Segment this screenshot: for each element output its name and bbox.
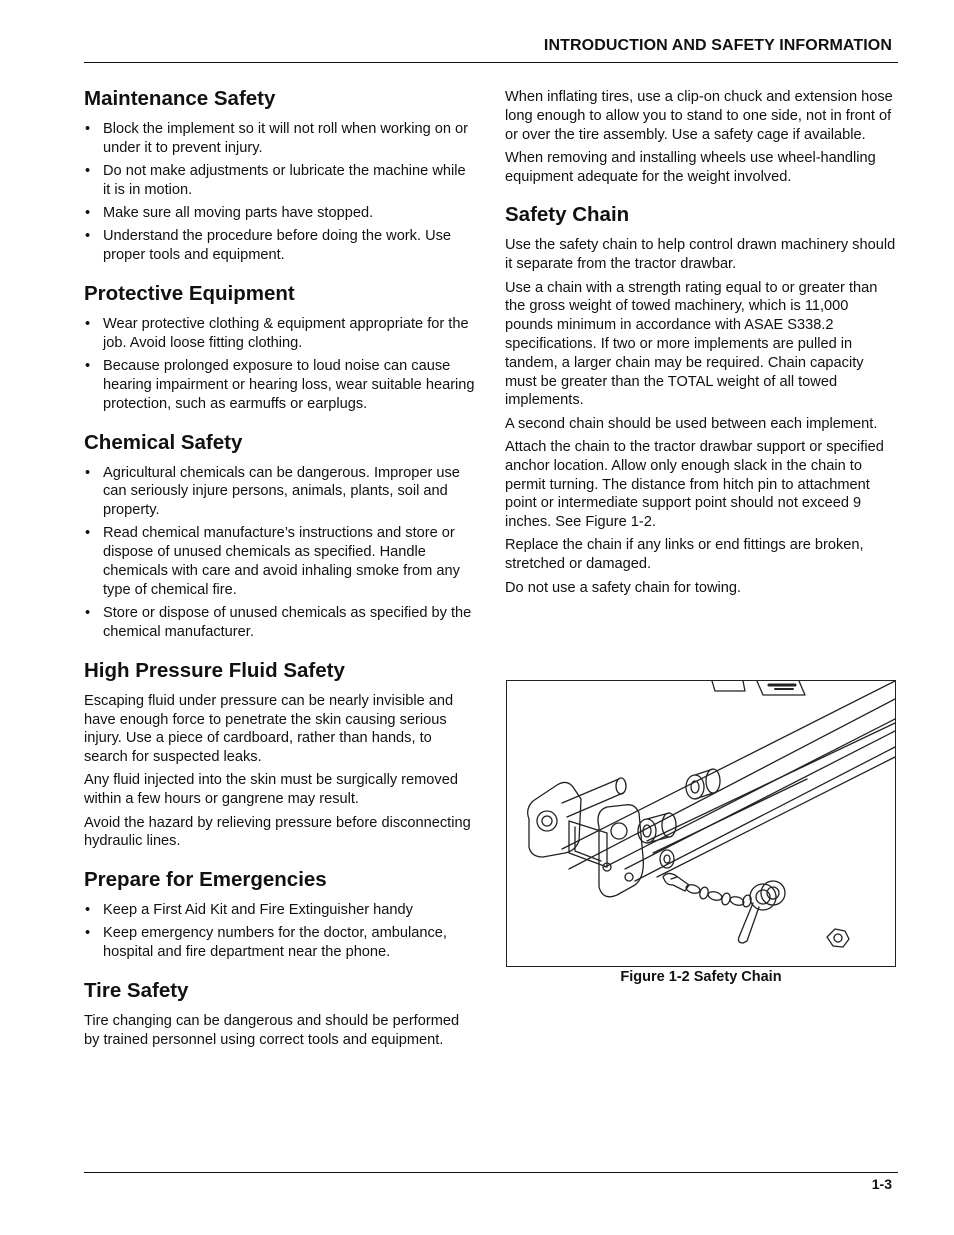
section-tire-safety <box>84 978 476 1050</box>
section-safety-chain <box>505 202 897 597</box>
list-item: • Wear protective clothing & equipment appropriate for the job. Avoid loose fitting clothing. <box>84 315 476 353</box>
paragraph: When inflating tires, use a clip-on chuck and extension hose long enough to allow you to stand to one side, not in front of or over the tire assembly. Use a safety cage if available. <box>505 89 893 143</box>
paragraph: Attach the chain to the tractor drawbar support or specified anchor location. Allow only enough slack in the chain to permit turning. The distance from hitch pin to attachment point or intermediate support point should not exceed 9 inches. See Figure 1-2. <box>505 438 884 531</box>
list-item: • Block the implement so it will not roll when working on or under it to prevent injury. <box>84 120 476 158</box>
paragraph: Use a chain with a strength rating equal to or greater than the gross weight of towed machinery, which is 11,000 pounds minimum in accordance with ASAE S338.2 specifications. If two or more implements are pulled in tandem, a larger chain may be required. Chain capacity must be greater than the TOTAL weight of all towed implements. <box>505 279 878 409</box>
section-maintenance-safety <box>84 86 476 265</box>
paragraph: Use the safety chain to help control drawn machinery should it separate from the tractor drawbar. <box>505 237 896 273</box>
section-chemical-safety <box>84 430 476 642</box>
bullet-list <box>84 464 476 642</box>
paragraph: Any fluid injected into the skin must be surgically removed within a few hours or gangrene may result. <box>84 772 458 808</box>
section-heading: Protective Equipment <box>84 282 295 306</box>
section-heading: Tire Safety <box>84 979 189 1002</box>
list-item: • Understand the procedure before doing the work. Use proper tools and equipment. <box>84 227 476 265</box>
section-heading: Maintenance Safety <box>84 87 276 110</box>
section-protective-equipment <box>84 281 476 413</box>
left-column <box>84 86 476 1066</box>
section-heading: Chemical Safety <box>84 430 243 454</box>
paragraph: Escaping fluid under pressure can be nearly invisible and have enough force to penetrate the skin causing serious injury. Use a piece of cardboard, rather than hands, to search for suspected leaks. <box>84 692 454 766</box>
paragraph: Do not use a safety chain for towing. <box>505 579 742 596</box>
list-item: • Agricultural chemicals can be dangerous. Improper use can seriously injure persons, animals, plants, soil and property. <box>84 464 476 520</box>
figure-caption: Figure 1-2 Safety Chain <box>620 969 782 985</box>
section-heading: Safety Chain <box>505 203 630 227</box>
paragraph: Tire changing can be dangerous and should be performed by trained personnel using correct tools and equipment. <box>84 1013 460 1048</box>
bullet-list <box>84 315 476 413</box>
section-prepare-for-emergencies <box>84 867 476 962</box>
list-item: • Make sure all moving parts have stopped. <box>84 204 476 223</box>
list-item: • Keep emergency numbers for the doctor, ambulance, hospital and fire department near the phone. <box>84 924 476 962</box>
section-high-pressure-fluid-safety <box>84 658 476 851</box>
section-heading: Prepare for Emergencies <box>84 868 327 892</box>
paragraph: Avoid the hazard by relieving pressure before disconnecting hydraulic lines. <box>84 814 471 850</box>
list-item: • Because prolonged exposure to loud noise can cause hearing impairment or hearing loss, wear suitable hearing protection, such as earmuffs or earplugs. <box>84 357 476 413</box>
safety-chain-illustration <box>507 681 895 966</box>
list-item: • Store or dispose of unused chemicals as specified by the chemical manufacturer. <box>84 604 476 642</box>
bullet-list <box>84 120 476 265</box>
paragraph: Replace the chain if any links or end fittings are broken, stretched or damaged. <box>505 537 864 573</box>
list-item: • Keep a First Aid Kit and Fire Extinguisher handy <box>84 901 476 920</box>
right-column <box>505 88 897 613</box>
footer-rule <box>84 1172 898 1173</box>
list-item: • Read chemical manufacture’s instructions and store or dispose of unused chemicals as specified. Handle chemicals with care and avoid inhaling smoke from any type of chemical fire. <box>84 524 476 599</box>
tire-safety-continued <box>505 88 897 186</box>
section-heading: High Pressure Fluid Safety <box>84 658 345 682</box>
bullet-list <box>84 901 476 962</box>
paragraph: A second chain should be used between each implement. <box>505 415 878 432</box>
paragraph: When removing and installing wheels use wheel-handling equipment adequate for the weight involved. <box>505 149 876 185</box>
header-rule <box>84 62 898 63</box>
safety-chain-figure <box>506 680 896 967</box>
list-item: • Do not make adjustments or lubricate the machine while it is in motion. <box>84 162 476 200</box>
page-number: 1-3 <box>871 1176 892 1192</box>
page-header-title: INTRODUCTION AND SAFETY INFORMATION <box>543 37 892 54</box>
